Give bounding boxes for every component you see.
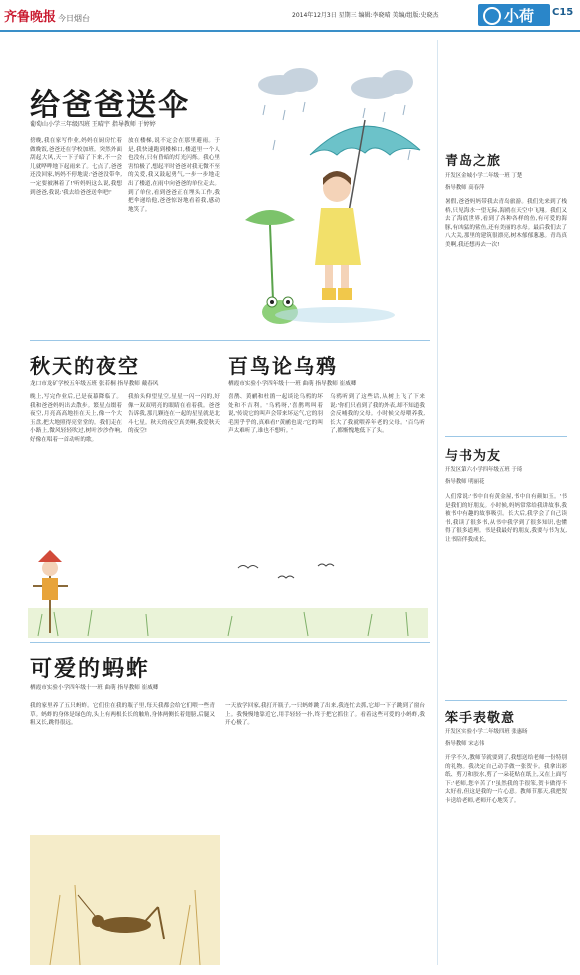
article-title-card: 笨手表敬意 — [445, 711, 516, 726]
article-teacher-book: 指导教师 明丽花 — [445, 479, 485, 485]
divider — [445, 436, 567, 437]
section-name: 小荷 — [504, 7, 535, 25]
frog-on-leaf-icon — [245, 210, 298, 324]
newspaper-masthead — [4, 6, 90, 25]
article-body-umbrella-col2: 放在楼梯,说不定会在那里避雨。于是,我快速跑到楼梯口,楼道里一个人也没有,只有昏暗的灯光闪烁。我心里害怕极了,想起平时爸爸对我无微不至的关爱,我又鼓起勇气,一步一步地走出了楼道,在雨中向爸爸的单位走去。到了单位,看到爸爸正在埋头工作,我把伞递给他,爸爸惊讶地看着我,感动地笑了。 — [128, 138, 220, 213]
masthead-title: 齐鲁晚报 — [4, 10, 57, 25]
article-byline-card: 开发区实验小学二年级四班 张惠旸 — [445, 729, 528, 735]
article-byline-birds: 栖霞市实验小学四年级十一班 曲萌 指导教师 崔威卿 — [228, 381, 357, 387]
page-number: C15 — [552, 7, 574, 18]
article-body-birds-col2: 乌鸦听到了这些话,从树上飞了下来说:'你们只看到了我的外表,却不知道我会反哺我的父母。小时候父母喂养我,长大了我就喂养年老的父母。'百鸟听了,都惭愧地低下了头。 — [330, 394, 425, 435]
article-teacher-card: 指导教师 宋志伟 — [445, 741, 485, 747]
article-byline-autumn: 龙口市龙矿学校五年级五班 张若桐 指导教师 戴春风 — [30, 381, 159, 387]
column-rule — [437, 40, 438, 965]
birds-flying-icon — [238, 564, 334, 578]
masthead-edition: 今日烟台 — [58, 14, 91, 23]
article-title-book: 与书为友 — [445, 449, 502, 464]
issue-meta: 2014年12月3日 星期三 编辑:李晓晴 美编/组版:史晓杰 — [292, 12, 439, 19]
article-body-grasshopper-col1: 我的家里养了五只蚂蚱。它们住在我的瓶子里,每天我都会给它们喂一些青草。蚂蚱的身体是绿色的,头上有两根长长的触角,身体两侧长着翅膀,后腿又粗又长,跳得很远。 — [30, 703, 215, 727]
page-header — [0, 0, 580, 32]
girl-umbrella-illustration — [225, 60, 435, 335]
article-byline-book: 开发区第六小学四年级五班 于琦 — [445, 467, 523, 473]
divider — [30, 642, 430, 643]
article-title-qingdao: 青岛之旅 — [445, 154, 502, 169]
article-byline-umbrella: 葡萄山小学三年级四班 王晴宇 指导教师 于婷婷 — [30, 121, 156, 128]
lotus-logo-icon — [483, 7, 501, 25]
article-body-birds-col1: 喜鹊、黄鹂和杜鹃一起谈论乌鸦的坏处和不吉利。'乌鸦呀,'喜鹊鸣叫着说,'传说它的叫声会带来坏运气,它的羽毛黑乎乎的,真难看!'黄鹂也说:'它的叫声太难听了,谁也不想听。' — [228, 394, 323, 435]
girl-figure-icon — [315, 171, 361, 300]
article-body-grasshopper-col2: 一天放学回家,我打开瓶子,一只蚂蚱跳了出来,我连忙去抓,它却一下子跳到了窗台上。我慢慢地靠近它,用手轻轻一扑,终于把它抓住了。看着这些可爱的小蚂蚱,我开心极了。 — [225, 703, 425, 727]
article-title-birds: 百鸟论乌鸦 — [228, 354, 338, 378]
article-teacher-qingdao: 指导教师 高春萍 — [445, 185, 485, 191]
article-body-umbrella-col1: 傍晚,我在家写作业,妈妈在厨房忙着做晚饭,爸爸还在学校加班。突然外面刮起大风,天一下子暗了下来,不一会儿就哗哗地下起雨来了。七点了,爸爸还没回家,妈妈不停地说:'爸爸没带伞,一定要被淋着了!'听妈妈这么说,我想到爸爸,我说:'我去给爸爸送伞吧!' — [30, 138, 122, 196]
article-body-book: 人们常说:'书中自有黄金屋,书中自有颜如玉。'书是我们的好朋友。小时候,妈妈常常给我讲故事,我被书中有趣的故事吸引。长大后,我学会了自己读书,我读了很多书,从书中我学到了很多知识,也懂得了很多道理。书是我最好的朋友,我要与书为友,让书陪伴我成长。 — [445, 494, 567, 543]
divider — [445, 700, 567, 701]
article-body-card: 开学不久,教师节就要到了,我想送给老师一份特别的礼物。我决定自己动手做一张贺卡。我拿出彩纸、剪刀和胶水,剪了一朵花贴在纸上,又在上面写下:'老师,您辛苦了!'虽然我的手很笨,贺卡做得不太好看,但这是我的一片心意。教师节那天,我把贺卡送给老师,老师开心地笑了。 — [445, 755, 567, 804]
autumn-field-illustration — [28, 548, 428, 638]
divider — [30, 340, 430, 341]
article-title-grasshopper: 可爱的蚂蚱 — [30, 657, 151, 682]
rain-cloud-icon — [258, 68, 413, 99]
puddle-icon — [275, 307, 395, 323]
article-body-qingdao: 暑假,爸爸妈妈带我去青岛旅游。我们先来到了栈桥,只见海水一望无际,海鸥在天空中飞翔。我们又去了海底世界,看到了各种各样的鱼,有可爱的海豚,有凶猛的鲨鱼,还有美丽的水母。最后我们去了八大关,那里的建筑很漂亮,树木郁郁葱葱。青岛真美啊,我还想再去一次! — [445, 199, 567, 248]
article-body-autumn-col1: 晚上,写完作业后,已是夜幕降临了。我和爸爸妈妈出去散步。繁星点缀着夜空,月亮高高地挂在天上,像一个大玉盘,把大地照得亮堂堂的。我们走在小路上,微风轻轻吹过,树叶沙沙作响,好像在唱着一首动听的歌。 — [30, 394, 122, 443]
article-body-autumn-col2: 我抬头仰望星空,星星一闪一闪的,好像一双双明亮的眼睛在看着我。爸爸告诉我,那几颗连在一起的星星就是北斗七星。秋天的夜空真美啊,我爱秋天的夜空! — [128, 394, 220, 435]
grasshopper-illustration — [30, 835, 220, 965]
article-byline-qingdao: 开发区金城小学二年级一班 丁楚 — [445, 173, 523, 179]
article-byline-grasshopper: 栖霞市实验小学四年级十一班 曲萌 指导教师 崔威卿 — [30, 685, 159, 691]
article-title-umbrella: 给爸爸送伞 — [30, 88, 190, 123]
article-title-autumn: 秋天的夜空 — [30, 354, 140, 378]
section-badge — [478, 4, 550, 26]
